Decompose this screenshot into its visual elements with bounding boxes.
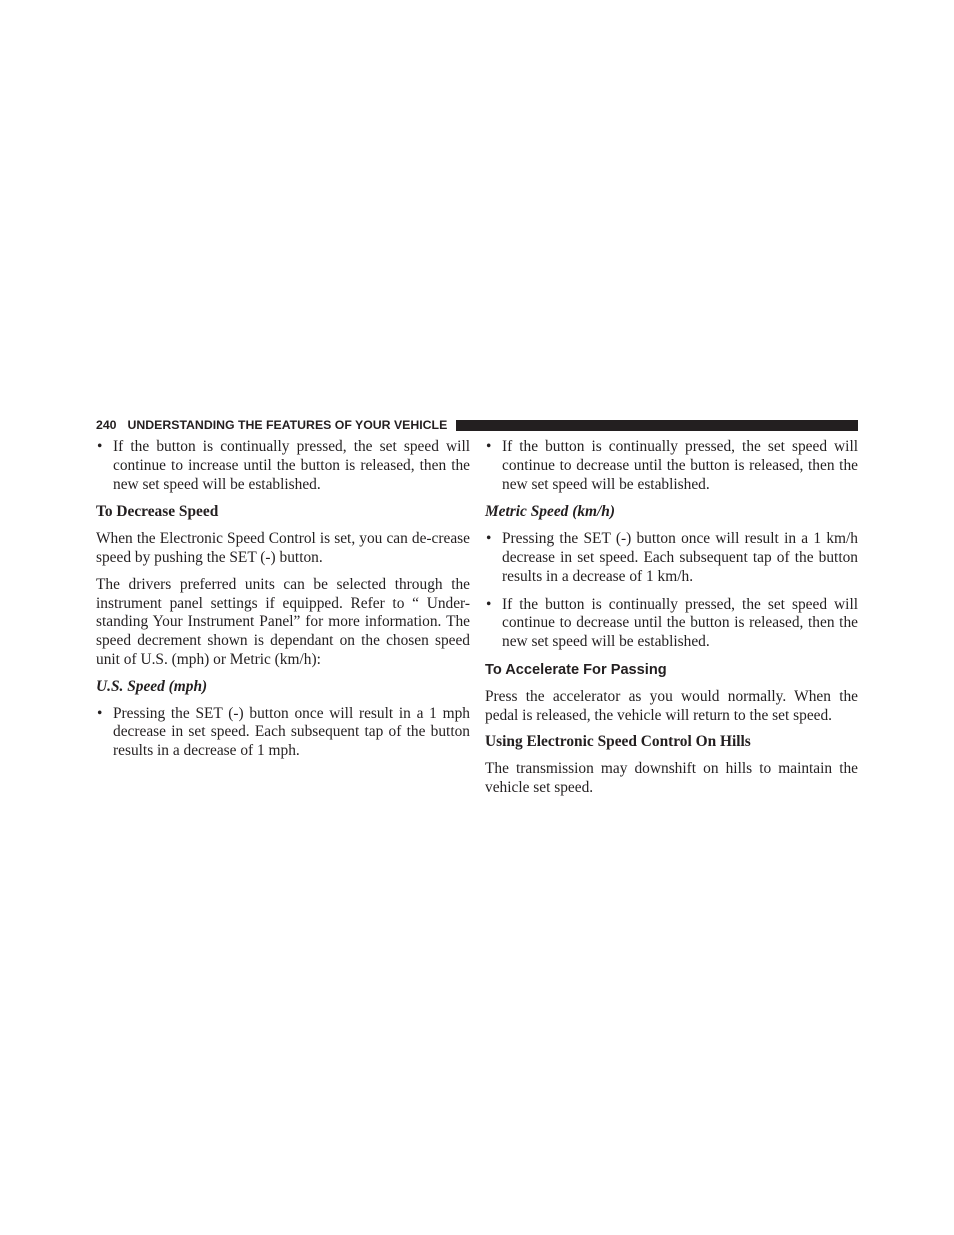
list-item-text: If the button is continually pressed, the set speed will continue to decrease until the button is released, then the new set speed will be established. [502, 595, 858, 651]
list-item [485, 438, 858, 494]
bullet-icon: • [486, 595, 492, 613]
heading-us-speed: U.S. Speed (mph) [96, 677, 208, 695]
heading-decrease-speed: To Decrease Speed [96, 503, 219, 521]
list-item-text: Pressing the SET (-) button once will result in a 1 mph decrease in set speed. Each subsequent tap of the button results in a decrease of 1 mph. [113, 704, 470, 760]
bullet-icon: • [97, 704, 103, 722]
list-item-text: If the button is continually pressed, the set speed will continue to increase until the button is released, then the new set speed will be established. [113, 438, 470, 493]
bullet-icon: • [97, 438, 103, 455]
bullet-icon: • [486, 530, 492, 548]
list-item [485, 596, 858, 652]
right-column [485, 438, 858, 806]
heading-accelerate-passing: To Accelerate For Passing [485, 661, 667, 678]
page-header [96, 417, 858, 433]
paragraph: The transmission may downshift on hills to maintain the vehicle set speed. [485, 760, 858, 796]
list-item [485, 530, 858, 586]
list-item-text: If the button is continually pressed, the set speed will continue to decrease until the button is released, then the new set speed will be established. [502, 438, 858, 493]
paragraph: Press the accelerator as you would normally. When the pedal is released, the vehicle will return to the set speed. [485, 687, 858, 724]
list-item [96, 438, 470, 494]
heading-speed-control-hills: Using Electronic Speed Control On Hills [485, 733, 751, 751]
heading-metric-speed: Metric Speed (km/h) [485, 503, 615, 521]
paragraph: When the Electronic Speed Control is set, you can de-crease speed by pushing the SET (-) button. [96, 530, 470, 566]
paragraph: The drivers preferred units can be selected through the instrument panel settings if equipped. Refer to “ Under-standing Your Instrument Panel” for more information. The speed decrement shown is dependant on the chosen speed unit of U.S. (mph) or Metric (km/h): [96, 575, 470, 668]
header-rule [456, 420, 858, 431]
bullet-icon: • [486, 438, 492, 455]
list-item-text: Pressing the SET (-) button once will result in a 1 km/h decrease in set speed. Each subsequent tap of the button results in a decrease of 1 km/h. [502, 530, 858, 585]
left-column [96, 438, 470, 770]
section-title: UNDERSTANDING THE FEATURES OF YOUR VEHICLE [127, 418, 448, 432]
page-number: 240 [96, 418, 117, 432]
list-item [96, 705, 470, 761]
